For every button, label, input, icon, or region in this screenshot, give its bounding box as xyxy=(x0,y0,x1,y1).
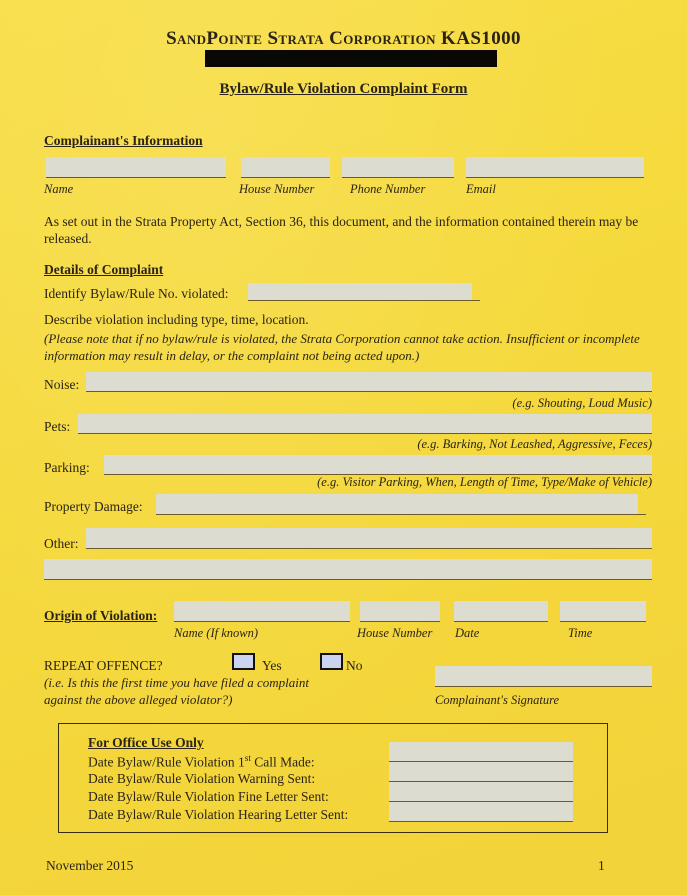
repeat-offence-question: REPEAT OFFENCE? xyxy=(44,658,163,673)
bylaw-number-label: Identify Bylaw/Rule No. violated: xyxy=(44,286,229,301)
other-label: Other: xyxy=(44,536,79,551)
office-row-warning-input[interactable] xyxy=(389,762,573,782)
complainant-email-label: Email xyxy=(466,182,496,196)
repeat-offence-no-label: No xyxy=(346,658,363,673)
office-row-first-call-sup: st xyxy=(244,753,251,763)
repeat-offence-clarifier-line2: against the above alleged violator?) xyxy=(44,692,233,707)
parking-label: Parking: xyxy=(44,460,90,475)
noise-label: Noise: xyxy=(44,377,80,392)
complainant-house-number-label: House Number xyxy=(239,182,315,196)
property-damage-rule xyxy=(156,514,646,515)
repeat-offence-yes-label: Yes xyxy=(262,658,282,673)
complaint-overflow-input[interactable] xyxy=(44,559,652,580)
other-input[interactable] xyxy=(86,528,652,549)
noise-hint: (e.g. Shouting, Loud Music) xyxy=(512,396,652,410)
office-row-fine-letter-input[interactable] xyxy=(389,782,573,802)
complainant-house-number-input[interactable] xyxy=(241,157,330,178)
complainant-signature-input[interactable] xyxy=(435,666,652,687)
office-row-hearing-letter-label: Date Bylaw/Rule Violation Hearing Letter Sent: xyxy=(88,807,349,822)
details-section-heading: Details of Complaint xyxy=(44,262,164,277)
office-use-heading: For Office Use Only xyxy=(88,735,204,750)
complainant-name-input[interactable] xyxy=(46,157,226,178)
repeat-offence-no-checkbox[interactable] xyxy=(320,653,343,670)
origin-time-input[interactable] xyxy=(560,601,646,622)
origin-date-input[interactable] xyxy=(454,601,548,622)
parking-hint: (e.g. Visitor Parking, When, Length of Time, Type/Make of Vehicle) xyxy=(317,475,652,489)
describe-instruction: Describe violation including type, time, location. xyxy=(44,312,309,327)
pets-input[interactable] xyxy=(78,414,652,434)
property-damage-input[interactable] xyxy=(156,494,638,514)
repeat-offence-clarifier-line1: (i.e. Is this the first time you have filed a complaint xyxy=(44,675,310,690)
complainant-signature-label: Complainant's Signature xyxy=(435,693,560,707)
origin-house-number-label: House Number xyxy=(357,626,433,640)
origin-section-heading: Origin of Violation: xyxy=(44,608,158,623)
complainant-phone-number-label: Phone Number xyxy=(350,182,426,196)
redacted-bar xyxy=(205,50,497,67)
origin-date-label: Date xyxy=(455,626,480,640)
pets-label: Pets: xyxy=(44,419,71,434)
disclosure-notice: As set out in the Strata Property Act, Section 36, this document, and the information contained therein may be released. xyxy=(44,214,639,246)
parking-input[interactable] xyxy=(104,455,652,475)
repeat-offence-yes-checkbox[interactable] xyxy=(232,653,255,670)
complainant-name-label: Name xyxy=(44,182,74,196)
origin-name-input[interactable] xyxy=(174,601,350,622)
office-row-fine-letter-label: Date Bylaw/Rule Violation Fine Letter Sent: xyxy=(88,789,329,804)
office-row-hearing-letter-input[interactable] xyxy=(389,802,573,822)
complainant-email-input[interactable] xyxy=(466,157,644,178)
bylaw-number-input[interactable] xyxy=(248,283,472,300)
origin-name-label: Name (If known) xyxy=(174,626,259,640)
footer-page-number: 1 xyxy=(598,858,605,873)
complainant-section-heading: Complainant's Information xyxy=(44,133,203,148)
origin-time-label: Time xyxy=(568,626,593,640)
noise-input[interactable] xyxy=(86,372,652,392)
form-title: Bylaw/Rule Violation Complaint Form xyxy=(219,81,468,97)
pets-hint: (e.g. Barking, Not Leashed, Aggressive, Feces) xyxy=(417,437,652,451)
details-note: (Please note that if no bylaw/rule is violated, the Strata Corporation cannot take action. Insufficient or incomplete information may result in delay, or the complaint not being acted upon.) xyxy=(44,331,640,363)
property-damage-label: Property Damage: xyxy=(44,499,143,514)
complainant-phone-number-input[interactable] xyxy=(342,157,454,178)
office-row-first-call-label: Date Bylaw/Rule Violation 1st Call Made: xyxy=(88,753,315,770)
footer-revision-date: November 2015 xyxy=(46,858,134,873)
organization-title: SandPointe Strata Corporation KAS1000 xyxy=(166,28,521,49)
office-row-first-call-input[interactable] xyxy=(389,742,573,762)
origin-house-number-input[interactable] xyxy=(360,601,440,622)
office-row-warning-label: Date Bylaw/Rule Violation Warning Sent: xyxy=(88,771,316,786)
bylaw-number-rule xyxy=(248,300,480,301)
